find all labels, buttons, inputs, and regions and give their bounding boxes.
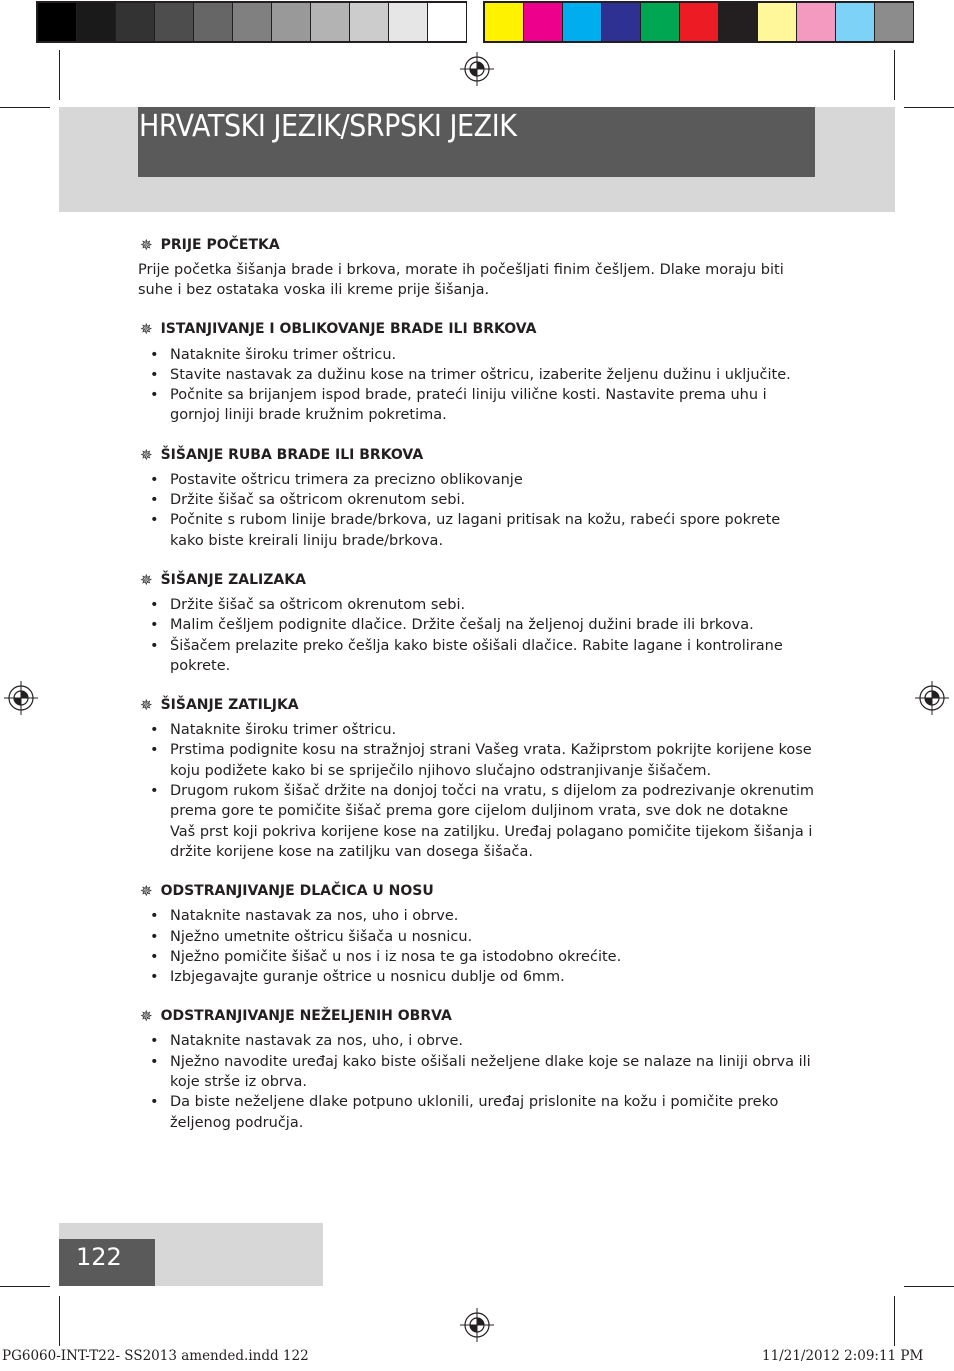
- list-item: [138, 1052, 818, 1093]
- bullet-icon: •: [150, 1094, 159, 1111]
- list-item: [138, 1031, 818, 1051]
- section: [138, 320, 818, 426]
- section: [138, 1006, 818, 1132]
- list-item: [138, 385, 818, 426]
- crop-mark: [904, 107, 954, 108]
- section-heading: [138, 570, 818, 590]
- list-item: [138, 470, 818, 490]
- bullet-icon: •: [150, 471, 159, 488]
- page-number: 122: [76, 1243, 122, 1271]
- instruction-list: [138, 1031, 818, 1132]
- page-title: HRVATSKI JEZIK/SRPSKI JEZIK: [139, 109, 517, 144]
- crop-mark: [59, 1296, 60, 1346]
- section-heading: [138, 1006, 818, 1026]
- list-item-text: Stavite nastavak za dužinu kose na trimer oštricu, izaberite željenu dužinu i uključite.: [170, 366, 791, 383]
- star-bullet-icon: ✵: [140, 320, 153, 339]
- color-swatch: [350, 3, 388, 41]
- section-paragraph: Prije početka šišanja brade i brkova, morate ih počešljati finim češljem. Dlake moraju biti suhe i bez ostataka voska ili kreme prije šišanja.: [138, 262, 784, 299]
- section-heading-text: ŠIŠANJE RUBA BRADE ILI BRKOVA: [160, 446, 424, 463]
- section: [138, 695, 818, 862]
- bullet-icon: •: [150, 637, 159, 654]
- list-item-text: Počnite sa brijanjem ispod brade, prateći liniju vilične kosti. Nastavite prema uhu i gornjoj liniji brade kružnim pokretima.: [170, 387, 767, 424]
- list-item: [138, 720, 818, 740]
- bullet-icon: •: [150, 783, 159, 800]
- bullet-icon: •: [150, 1053, 159, 1070]
- crop-mark: [904, 1286, 954, 1287]
- list-item-text: Nataknite široku trimer oštricu.: [170, 722, 397, 739]
- section-heading: [138, 235, 818, 255]
- print-timestamp: 11/21/2012 2:09:11 PM: [762, 1348, 924, 1364]
- star-bullet-icon: ✵: [140, 445, 153, 464]
- instruction-list: [138, 470, 818, 551]
- list-item-text: Prstima podignite kosu na stražnjoj strani Vašeg vrata. Kažiprstom pokrijte korijene kose koju podižete kako bi se spriječilo njihovo slučajno odstranjivanje šišačem.: [170, 742, 812, 779]
- color-swatch: [428, 3, 466, 41]
- list-item-text: Drugom rukom šišač držite na donjoj točci na vratu, s dijelom za podrezivanje okrenutim prema gore te pomičite šišač prema gore cijelom duljinom vrata, sve dok ne dotakne Vaš prst koji pokriva korijene kose na zatiljku. Uređaj polagano pomičite tijekom šišanja i držite korijene kose na zatiljku van dosega šišača.: [170, 783, 815, 860]
- color-swatch: [194, 3, 232, 41]
- bullet-icon: •: [150, 512, 159, 529]
- star-bullet-icon: ✵: [140, 882, 153, 901]
- list-item-text: Malim češljem podignite dlačice. Držite češalj na željenoj dužini brade ili brkova.: [170, 617, 754, 634]
- list-item-text: Nježno pomičite šišač u nos i iz nosa te ga istodobno okrećite.: [170, 948, 622, 965]
- bullet-icon: •: [150, 617, 159, 634]
- list-item-text: Držite šišač sa oštricom okrenutom sebi.: [170, 492, 466, 509]
- section-heading-text: ODSTRANJIVANJE DLAČICA U NOSU: [160, 883, 434, 900]
- list-item: [138, 927, 818, 947]
- list-item: [138, 906, 818, 926]
- bullet-icon: •: [150, 948, 159, 965]
- bullet-icon: •: [150, 742, 159, 759]
- list-item-text: Nataknite nastavak za nos, uho, i obrve.: [170, 1033, 464, 1050]
- section: [138, 570, 818, 676]
- manual-content: [138, 235, 818, 1152]
- crop-mark: [59, 50, 60, 100]
- bullet-icon: •: [150, 908, 159, 925]
- bullet-icon: •: [150, 366, 159, 383]
- list-item: [138, 510, 818, 551]
- list-item-text: Nježno umetnite oštricu šišača u nosnicu.: [170, 928, 473, 945]
- instruction-list: [138, 345, 818, 426]
- crop-mark: [894, 1296, 895, 1346]
- color-swatch: [233, 3, 271, 41]
- bullet-icon: •: [150, 928, 159, 945]
- color-swatch: [485, 3, 523, 41]
- list-item: [138, 595, 818, 615]
- star-bullet-icon: ✵: [140, 235, 153, 254]
- section: [138, 881, 818, 987]
- section-heading: [138, 445, 818, 465]
- list-item-text: Nježno navodite uređaj kako biste ošišali neželjene dlake koje se nalaze na liniji obrva ili koje strše iz obrva.: [170, 1053, 811, 1091]
- star-bullet-icon: ✵: [140, 1007, 153, 1026]
- color-swatch: [797, 3, 835, 41]
- section-heading-text: PRIJE POČETKA: [160, 236, 280, 253]
- registration-mark-icon: [460, 1308, 494, 1342]
- color-swatch: [116, 3, 154, 41]
- bullet-icon: •: [150, 969, 159, 986]
- color-swatch: [38, 3, 76, 41]
- color-swatch: [155, 3, 193, 41]
- registration-mark-icon: [4, 681, 38, 715]
- list-item: [138, 345, 818, 365]
- bullet-icon: •: [150, 492, 159, 509]
- star-bullet-icon: ✵: [140, 570, 153, 589]
- color-swatch: [836, 3, 874, 41]
- star-bullet-icon: ✵: [140, 696, 153, 715]
- bullet-icon: •: [150, 346, 159, 363]
- list-item: [138, 490, 818, 510]
- file-slug: PG6060-INT-T22- SS2013 amended.indd 122: [2, 1348, 309, 1364]
- list-item-text: Držite šišač sa oštricom okrenutom sebi.: [170, 596, 466, 613]
- list-item: [138, 1092, 818, 1133]
- list-item-text: Nataknite nastavak za nos, uho i obrve.: [170, 908, 459, 925]
- section-heading: [138, 695, 818, 715]
- list-item-text: Nataknite široku trimer oštricu.: [170, 346, 397, 363]
- section: [138, 445, 818, 551]
- color-swatch: [719, 3, 757, 41]
- color-swatch: [311, 3, 349, 41]
- color-swatch: [758, 3, 796, 41]
- list-item: [138, 636, 818, 677]
- crop-mark: [894, 50, 895, 100]
- section-heading-text: ISTANJIVANJE I OBLIKOVANJE BRADE ILI BRKOVA: [160, 321, 537, 338]
- instruction-list: [138, 906, 818, 987]
- list-item-text: Da biste neželjene dlake potpuno uklonili, uređaj prislonite na kožu i pomičite preko željenog područja.: [170, 1094, 779, 1131]
- color-swatch: [641, 3, 679, 41]
- list-item: [138, 365, 818, 385]
- color-swatch: [389, 3, 427, 41]
- list-item-text: Počnite s rubom linije brade/brkova, uz lagani pritisak na kožu, rabeći spore pokrete kako biste kreirali liniju brade/brkova.: [170, 512, 781, 549]
- crop-mark: [0, 107, 50, 108]
- section-heading: [138, 320, 818, 340]
- list-item: [138, 615, 818, 635]
- list-item: [138, 947, 818, 967]
- section-heading-text: ODSTRANJIVANJE NEŽELJENIH OBRVA: [160, 1008, 452, 1025]
- section-heading: [138, 881, 818, 901]
- list-item-text: Izbjegavajte guranje oštrice u nosnicu dublje od 6mm.: [170, 969, 565, 986]
- color-swatch: [272, 3, 310, 41]
- instruction-list: [138, 720, 818, 862]
- bullet-icon: •: [150, 596, 159, 613]
- registration-mark-icon: [915, 681, 949, 715]
- list-item-text: Šišačem prelazite preko češlja kako biste ošišali dlačice. Rabite lagane i kontrolirane pokrete.: [170, 637, 783, 674]
- section: [138, 235, 818, 301]
- grayscale-color-bar: [36, 1, 467, 43]
- section-heading-text: ŠIŠANJE ZALIZAKA: [160, 571, 306, 588]
- section-heading-text: ŠIŠANJE ZATILJKA: [160, 697, 299, 714]
- color-swatch: [563, 3, 601, 41]
- bullet-icon: •: [150, 722, 159, 739]
- list-item: [138, 781, 818, 862]
- crop-mark: [0, 1286, 50, 1287]
- registration-mark-icon: [460, 52, 494, 86]
- instruction-list: [138, 595, 818, 676]
- color-swatch: [875, 3, 913, 41]
- color-swatch: [524, 3, 562, 41]
- list-item: [138, 740, 818, 781]
- list-item: [138, 967, 818, 987]
- color-swatch: [77, 3, 115, 41]
- bullet-icon: •: [150, 387, 159, 404]
- color-swatch: [602, 3, 640, 41]
- bullet-icon: •: [150, 1033, 159, 1050]
- process-color-bar: [483, 1, 914, 43]
- color-swatch: [680, 3, 718, 41]
- list-item-text: Postavite oštricu trimera za precizno oblikovanje: [170, 471, 523, 488]
